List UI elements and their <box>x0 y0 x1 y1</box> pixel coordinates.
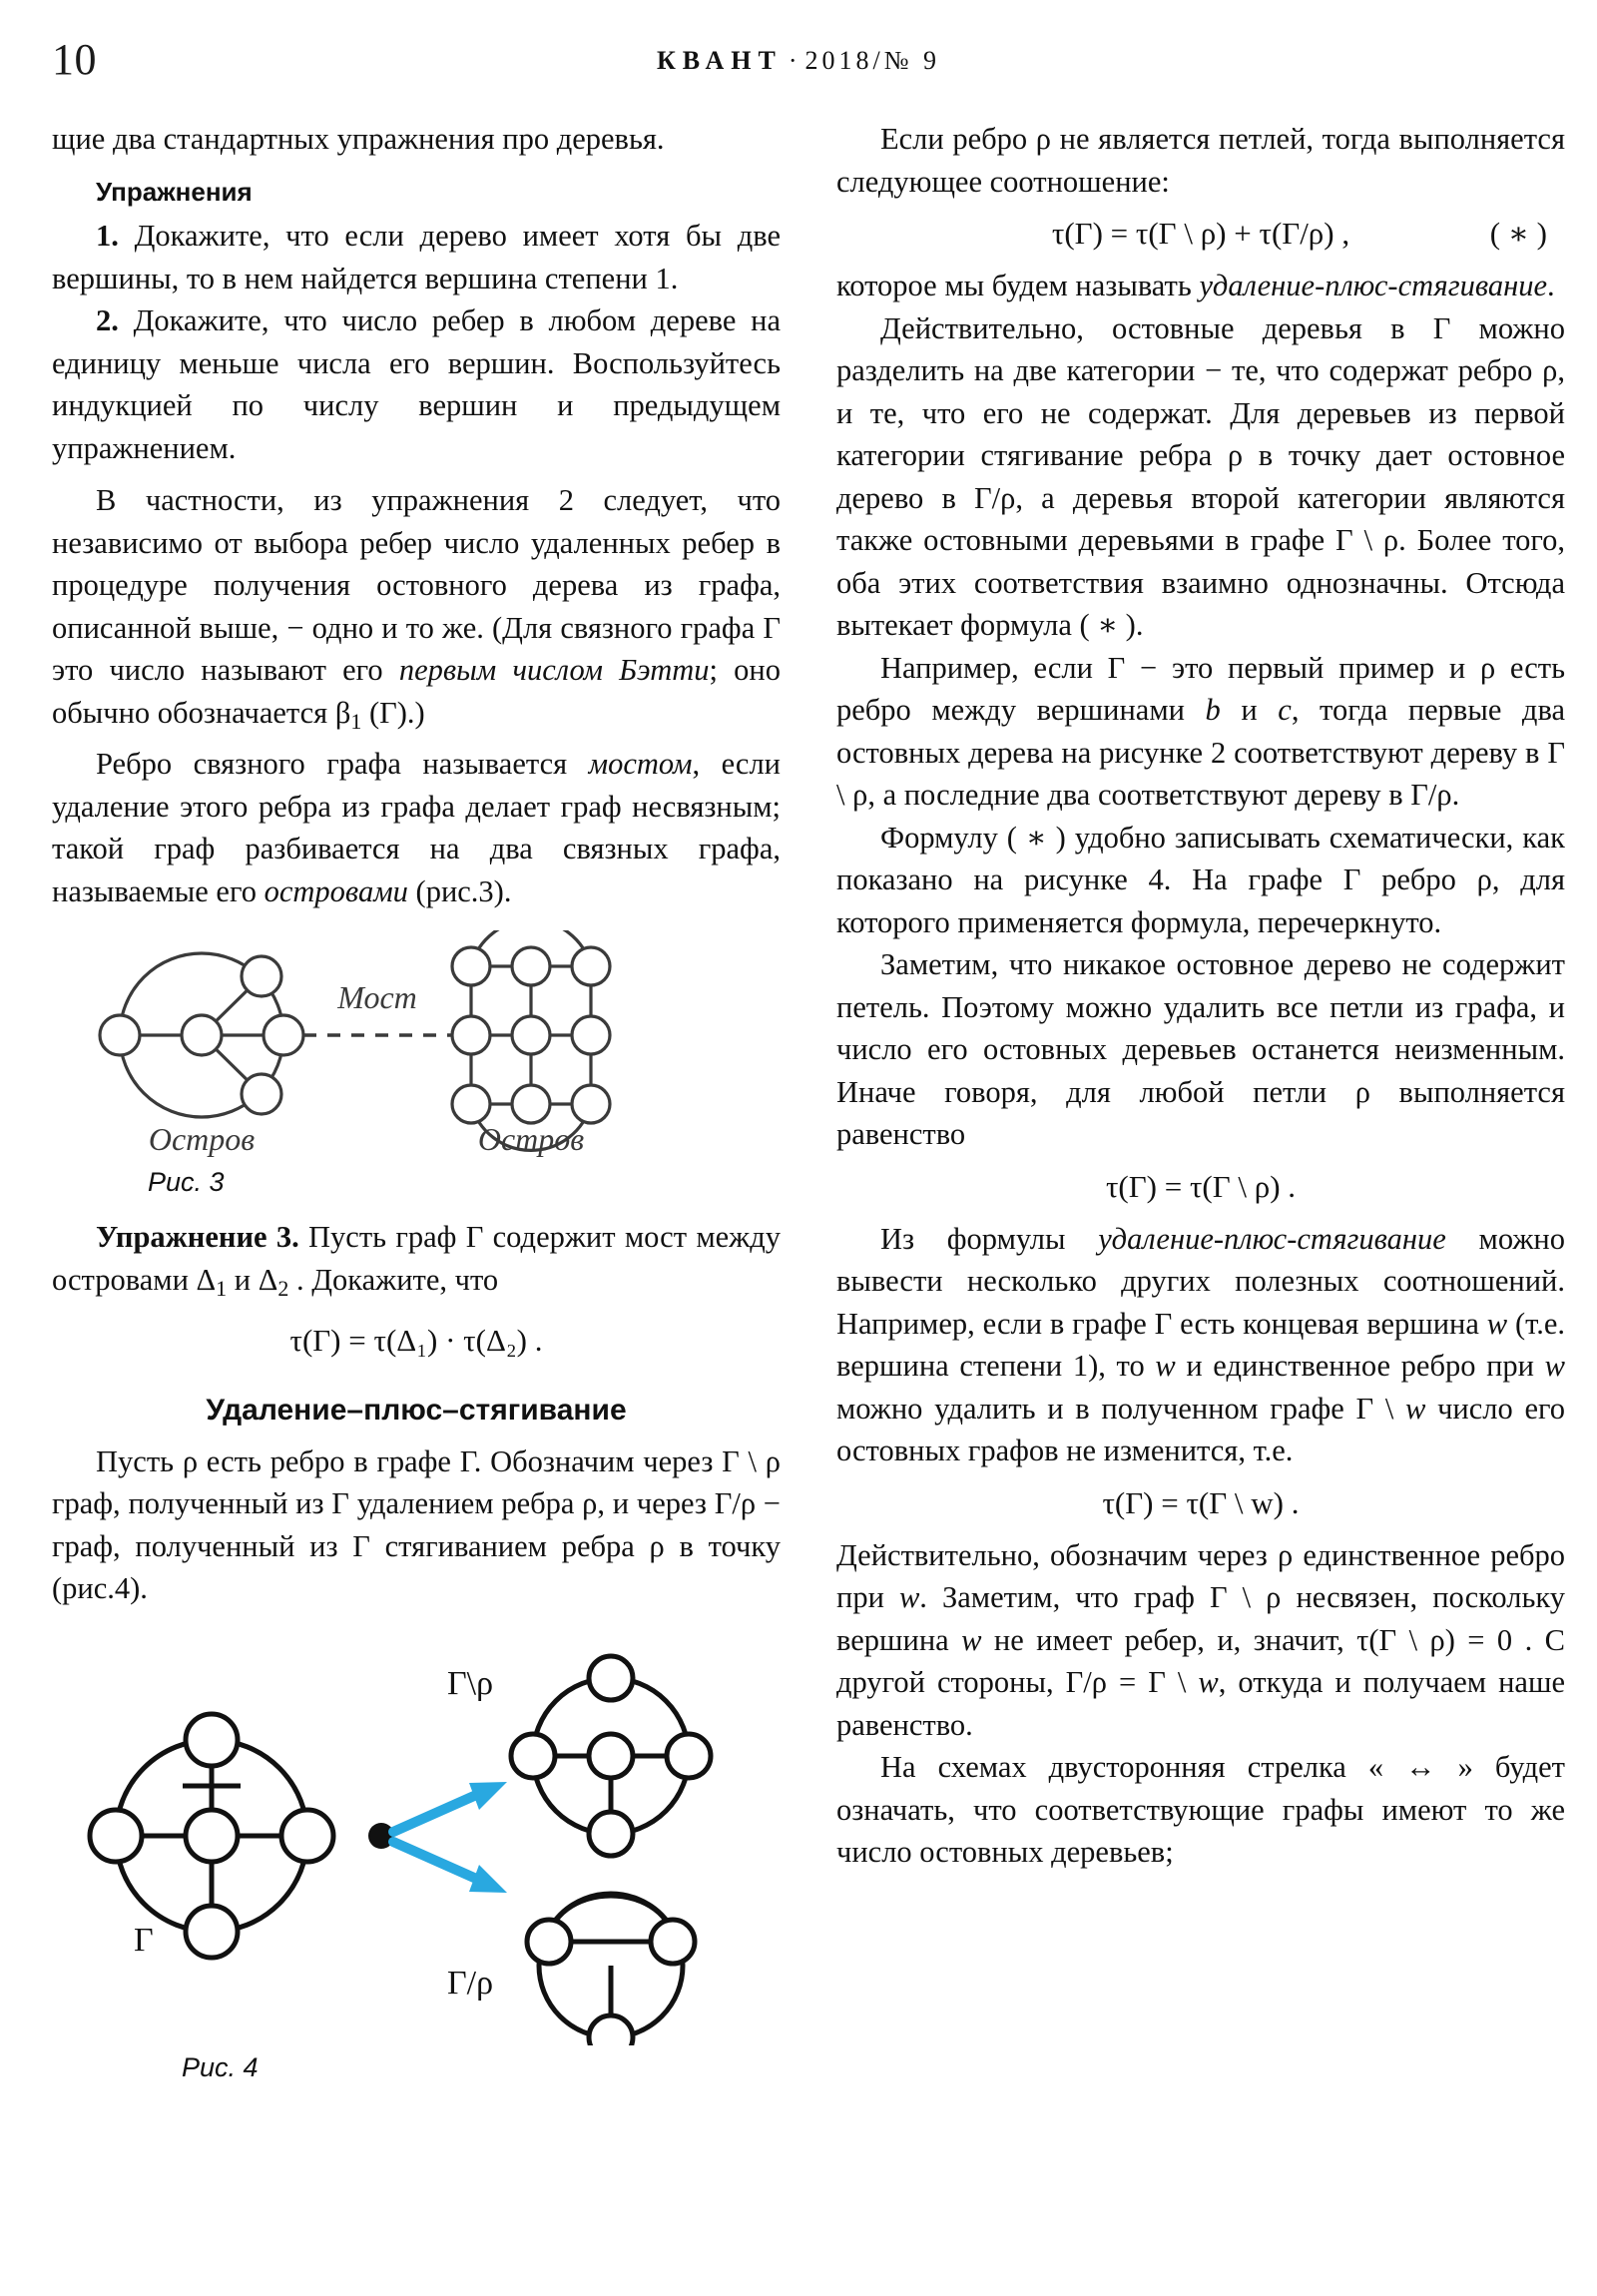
example-text-a: Например, если Γ − это первый пример и ρ есть ребро между вершинами <box>836 650 1565 727</box>
island-left-vertex-e <box>264 1015 303 1055</box>
gamma-vertex-n <box>186 1714 238 1766</box>
justification-w-1: w <box>898 1580 920 1614</box>
consequences-w-1: w <box>1486 1306 1508 1341</box>
betti-term-italic: первым числом Бэтти <box>398 653 710 687</box>
exercise-1-text: Докажите, что если дерево имеет хотя бы две вершины, то в нем найдется вершина степени 1. <box>52 219 781 295</box>
exercise-3-text-a: Пусть граф Γ содержит мост между островами Δ <box>52 1220 782 1297</box>
figure-4-label-gamma-over-rho: Γ/ρ <box>447 1964 494 2002</box>
island-right-vertex-ml <box>452 1016 490 1054</box>
gamma-over-rho-vertex-s <box>589 2015 633 2045</box>
exercises-heading: Упражнения <box>96 176 253 207</box>
betti-beta-subscript: 1 <box>350 708 362 734</box>
formula-star-tag: ( ∗ ) <box>1489 216 1547 251</box>
consequences-text-d: и единственное ребро при <box>1175 1349 1545 1383</box>
bridge-term-most: мостом <box>588 747 693 782</box>
gamma-over-rho-vertex-w <box>527 1920 571 1964</box>
paragraph-loops: Заметим, что никакое остовное дерево не содержит петель. Поэтому можно удалить все петли из графа, и число его остовных деревьев останется неизменным. Иначе говоря, для любой петли ρ выполняется равенство <box>836 947 1565 1151</box>
island-left-vertex-center <box>182 1015 222 1055</box>
island-left-vertex-w <box>100 1015 140 1055</box>
figure-4-graphic <box>52 1646 751 2045</box>
figure-3-caption: Рис. 3 <box>148 1167 225 1198</box>
paragraph-naming <box>836 265 1565 307</box>
island-left-vertex-se <box>242 1074 281 1114</box>
paragraph-gap <box>52 469 781 479</box>
formula-w <box>836 1480 1565 1526</box>
figure-4-caption: Рис. 4 <box>182 2051 259 2082</box>
bridge-text-c: (рис.3). <box>407 873 512 908</box>
arrow-down-head <box>469 1865 507 1893</box>
exercise-3-sub-1: 1 <box>216 1275 228 1301</box>
formula-loop: τ(Γ) = τ(Γ \ ρ) . <box>1105 1168 1297 1204</box>
bridge-term-ostrova: островами <box>264 873 408 908</box>
island-right-vertex-mc <box>512 1016 550 1054</box>
consequences-text-a: Из формулы <box>880 1221 1099 1256</box>
consequences-term-italic: удаление-плюс-стягивание <box>1098 1221 1446 1256</box>
island-right-vertex-br <box>572 1085 610 1123</box>
page-header <box>0 34 1597 84</box>
paragraph-justification <box>836 1534 1565 1747</box>
naming-text-a: которое мы будем называть <box>836 269 1200 302</box>
paragraph-rho-definition: Пусть ρ есть ребро в графе Γ. Обозначим через Γ \ ρ граф, полученный из Γ удалением ребра ρ, и через Γ/ρ − граф, полученный из Γ стягиванием ребра ρ в точку (рис.4). <box>52 1443 781 1606</box>
paragraph-betti <box>52 479 781 743</box>
justification-text-b: . Заметим, что граф Γ \ ρ несвязен, поскольку вершина <box>836 1580 1565 1657</box>
betti-beta: β <box>334 695 351 730</box>
figure-4 <box>52 1646 781 2083</box>
justification-text-d: , откуда и получаем наше равенство. <box>836 1665 1565 1742</box>
arrow-down-shaft <box>393 1842 483 1882</box>
naming-term-italic: удаление-плюс-стягивание <box>1199 269 1548 302</box>
paragraph-double-arrow: На схемах двусторонняя стрелка « ↔ » будет означать, что соответствующие графы имеют то же число остовных деревьев; <box>836 1750 1565 1869</box>
paragraph-bridge <box>52 743 781 912</box>
betti-text-a: В частности, из упражнения 2 следует, что независимо от выбора ребер число удаленных ребер в процедуре получения остовного дерева из графа, описанной выше, − одно и то же. (Для связного графа <box>52 483 781 645</box>
paragraph-example <box>836 647 1565 817</box>
bridge-text-a: Ребро связного графа называется <box>96 747 589 782</box>
exercise-3-sub-2: 2 <box>277 1275 289 1301</box>
paragraph-schematic: Формулу ( ∗ ) удобно записывать схематически, как показано на рисунке 4. На графе Γ ребро ρ, для которого применяется формула, перечеркнуто. <box>836 820 1565 939</box>
figure-3-graphic <box>52 930 751 1160</box>
bridge-text-b: , если удаление этого ребра из графа делает граф несвязным; такой граф разбивается на два связных графа, называемые его <box>52 747 781 908</box>
formula-star: τ(Γ) = τ(Γ \ ρ) + τ(Γ/ρ) , <box>1051 216 1350 251</box>
consequences-text-c: (т.е. вершина степени 1), то <box>836 1306 1565 1383</box>
island-right-label: Остров <box>477 1121 585 1158</box>
exercise-3-heading: Упражнение 3. <box>96 1220 299 1255</box>
consequences-w-2: w <box>1155 1349 1176 1383</box>
figure-3 <box>52 930 781 1198</box>
exercise-2-text: Докажите, что число ребер в любом дереве на единицу меньше числа его вершин. Воспользуйтесь индукцией по числу вершин и предыдущем упражнением. <box>52 303 781 465</box>
island-right-vertex-tc <box>512 947 550 985</box>
betti-text-b: это число называют его <box>52 653 399 687</box>
gamma-minus-rho-vertex-s <box>589 1812 633 1856</box>
gamma-vertex-center <box>186 1810 238 1862</box>
gamma-vertex-w <box>90 1810 142 1862</box>
betti-text-d: (Γ).) <box>361 695 425 730</box>
right-column <box>836 118 1565 1874</box>
running-title <box>0 46 1597 76</box>
figure-4-label-gamma: Γ <box>134 1921 154 1959</box>
paragraph-loop-condition: Если ребро ρ не является петлей, тогда выполняется следующее соотношение: <box>836 122 1565 199</box>
arrow-up-head <box>469 1782 507 1810</box>
example-vertex-c: c <box>1278 693 1292 727</box>
island-right-vertex-tl <box>452 947 490 985</box>
gamma-vertex-s <box>186 1906 238 1958</box>
island-right-vertex-mr <box>572 1016 610 1054</box>
gamma-minus-rho-vertex-center <box>589 1734 633 1778</box>
gamma-vertex-e <box>281 1810 333 1862</box>
formula-star-line <box>836 211 1565 257</box>
naming-text-b: . <box>1547 269 1555 302</box>
bridge-label: Мост <box>337 979 417 1016</box>
journal-name: КВАНТ <box>656 46 783 75</box>
consequences-text-b: можно вывести несколько других полезных соотношений. Например, если в графе Γ есть концевая вершина <box>836 1221 1565 1341</box>
page-number: 10 <box>52 35 97 84</box>
exercise-2 <box>52 299 781 469</box>
consequences-w-4: w <box>1405 1391 1426 1426</box>
paragraph-proof: Действительно, остовные деревья в Γ можно разделить на две категории − те, что содержат ребро ρ, и те, что его не содержат. Для деревьев из первой категории стягивание ребра ρ в точку дает остовное дерево в Г/ρ, а деревья второй категории являются также остовными деревьями в графе Γ \ ρ. Более того, оба этих соответствия взаимно однозначны. Отсюда вытекает формула ( ∗ ). <box>836 310 1565 642</box>
exercise-3-text-c: . Докажите, что <box>288 1262 499 1297</box>
justification-text-a: Действительно, обозначим через ρ единственное ребро при <box>836 1537 1565 1614</box>
paragraph-continuation: щие два стандартных упражнения про деревья. <box>52 122 665 156</box>
exercise-3 <box>52 1216 781 1310</box>
betti-gamma: Γ <box>763 610 781 645</box>
exercise-1 <box>52 215 781 299</box>
arrow-up-shaft <box>393 1792 483 1832</box>
section-heading-deletion-contraction: Удаление–плюс–стягивание <box>206 1394 627 1428</box>
justification-w-2: w <box>961 1622 982 1657</box>
header-separator: · <box>788 46 799 75</box>
example-vertex-b: b <box>1205 693 1221 727</box>
issue-label: 2018/№ 9 <box>804 46 941 75</box>
exercise-3-formula: τ(Γ) = τ(Δ₁) · τ(Δ₂) . <box>289 1323 543 1359</box>
island-left-vertex-ne <box>242 956 281 996</box>
exercise-3-text-b: и Δ <box>227 1262 278 1297</box>
justification-w-3: w <box>1198 1665 1219 1699</box>
gamma-minus-rho-vertex-n <box>589 1656 633 1700</box>
formula-w-text: τ(Γ) = τ(Γ \ w) . <box>1102 1484 1300 1520</box>
island-left-label: Остров <box>148 1121 256 1158</box>
island-right-vertex-bc <box>512 1085 550 1123</box>
island-right-vertex-tr <box>572 947 610 985</box>
consequences-text-e: можно удалить и в полученном графе Γ \ <box>836 1391 1406 1426</box>
consequences-text-f: число его остовных графов не изменится, т.е. <box>836 1391 1565 1467</box>
justification-text-c: не имеет ребер, и, значит, τ(Γ \ ρ) = 0 . С другой стороны, Γ/ρ = Γ \ <box>836 1622 1565 1699</box>
consequences-w-3: w <box>1544 1349 1565 1383</box>
gamma-minus-rho-vertex-e <box>667 1734 711 1778</box>
left-column <box>52 118 781 2087</box>
example-text-c: и <box>1220 693 1279 727</box>
exercise-2-number: 2. <box>96 303 119 337</box>
example-text-e: , тогда первые два остовных дерева на рисунке 2 соответствуют дереву в Γ \ ρ, а последние два соответствуют дереву в Γ/ρ. <box>836 693 1565 812</box>
exercise-1-number: 1. <box>96 219 119 253</box>
gamma-minus-rho-vertex-w <box>511 1734 555 1778</box>
gamma-over-rho-vertex-e <box>651 1920 695 1964</box>
paragraph-consequences <box>836 1218 1565 1472</box>
figure-4-label-gamma-minus-rho: Γ\ρ <box>447 1664 494 1702</box>
island-right-vertex-bl <box>452 1085 490 1123</box>
betti-text-c: ; оно обычно обозначается <box>52 653 782 730</box>
